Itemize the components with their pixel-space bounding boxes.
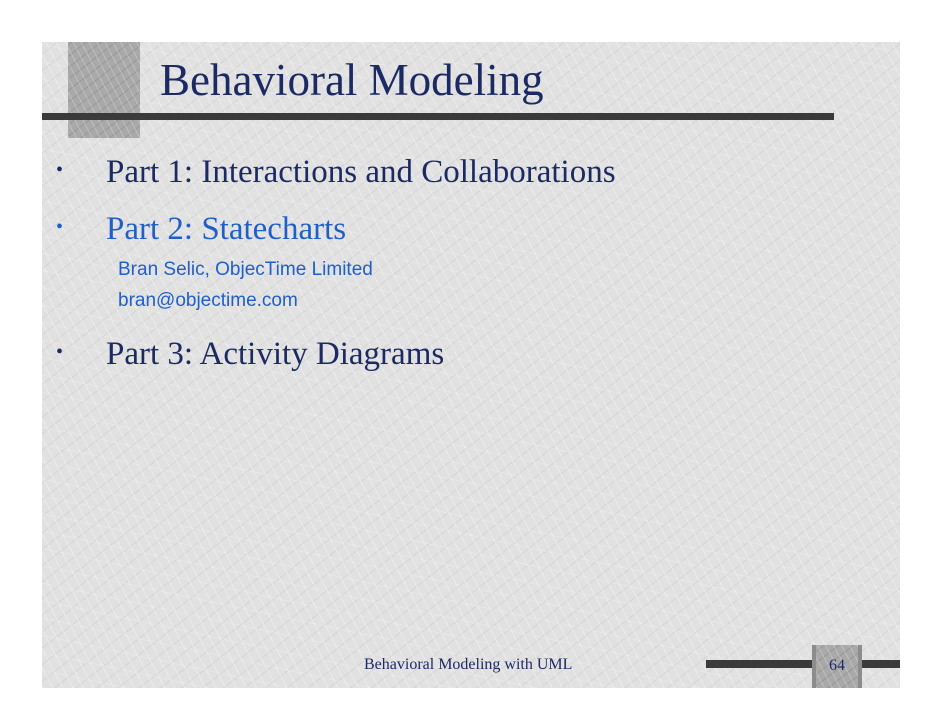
bullet-part-1	[56, 150, 616, 192]
bullet-dot-icon: •	[56, 159, 64, 181]
footer-bar	[706, 660, 900, 668]
slide-footer: Behavioral Modeling with UML	[364, 656, 573, 673]
bullet-part-1-label: Part 1: Interactions and Collaborations	[106, 154, 616, 190]
author-email-line: bran@objectime.com	[118, 290, 298, 311]
bullet-part-3-label: Part 3: Activity Diagrams	[106, 336, 445, 372]
bullet-dot-icon: •	[56, 216, 64, 238]
slide-title: Behavioral Modeling	[160, 55, 544, 105]
bullet-part-2	[56, 207, 346, 249]
bullet-part-2-label: Part 2: Statecharts	[106, 211, 347, 247]
title-corner-block	[68, 42, 140, 138]
page-number: 64	[829, 657, 845, 674]
author-name-line: Bran Selic, ObjecTime Limited	[118, 259, 373, 280]
title-underline-bar	[42, 113, 834, 120]
bullet-dot-icon: •	[56, 341, 64, 363]
bullet-part-3	[56, 332, 444, 374]
